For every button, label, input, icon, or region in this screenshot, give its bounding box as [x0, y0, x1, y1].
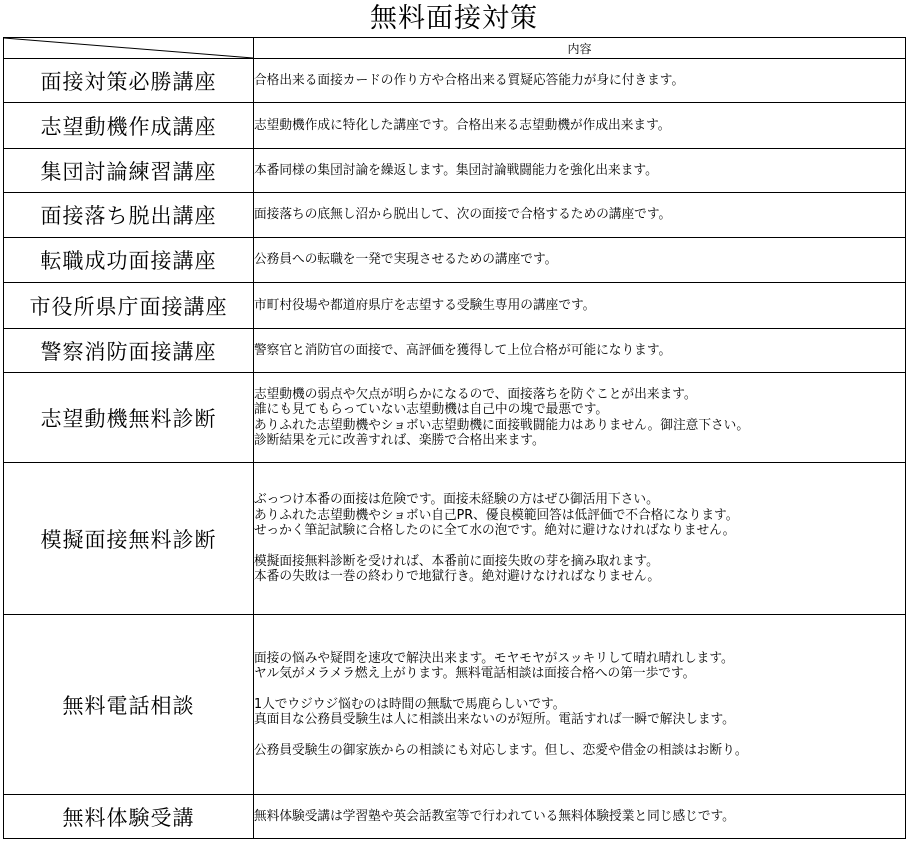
description-line: 1人でウジウジ悩むのは時間の無駄で馬鹿らしいです。: [254, 696, 566, 712]
course-name-text: 面接落ち脱出講座: [40, 204, 217, 228]
course-description: [254, 373, 906, 463]
blank-line: [254, 682, 905, 697]
course-description: [254, 59, 906, 103]
description-line: ヤル気がメラメラ燃え上がります。無料電話相談は面接合格への第一歩です。: [254, 666, 696, 682]
diagonal-line-icon: [4, 38, 253, 58]
table-row: [4, 795, 906, 839]
course-name: [4, 59, 254, 103]
description-line: ありふれた志望動機やショボい志望動機に面接戦闘能力はありません。御注意下さい。: [254, 417, 750, 433]
table-row: [4, 283, 906, 329]
course-description: [254, 193, 906, 238]
description-line: 真面目な公務員受験生は人に相談出来ないのが短所。電話すれば一瞬で解決します。: [254, 712, 735, 728]
course-description: [254, 329, 906, 373]
description-line: 志望動機作成に特化した講座です。合格出来る志望動機が作成出来ます。: [254, 117, 671, 133]
table-row: [4, 103, 906, 149]
course-name-text: 市役所県庁面接講座: [29, 294, 228, 319]
course-name: [4, 238, 254, 283]
course-name-text: 面接対策必勝講座: [40, 69, 217, 94]
blank-line: [254, 728, 905, 743]
course-name: [4, 193, 254, 238]
description-line: せっかく筆記試験に合格したのに全て水の泡です。絶対に避けなければなりません。: [254, 523, 736, 539]
course-name-text: 転職成功面接講座: [40, 249, 217, 273]
course-description: [254, 795, 906, 839]
description-line: 模擬面接無料診断を受ければ、本番前に面接失敗の芽を摘み取れます。: [254, 553, 659, 569]
course-name: [4, 373, 254, 463]
description-line: 面接の悩みや疑問を速攻で解決出来ます。モヤモヤがスッキリして晴れ晴れします。: [254, 650, 734, 666]
blank-line: [254, 539, 905, 554]
corner-diagonal-cell: [4, 38, 254, 59]
course-name: [4, 103, 254, 149]
course-name: [4, 795, 254, 839]
course-name-text: 無料体験受講: [62, 805, 195, 830]
table-row: [4, 329, 906, 373]
description-line: 本番の失敗は一巻の終わりで地獄行き。絶対避けなければなりません。: [254, 569, 661, 585]
table-row: [4, 463, 906, 615]
description-line: 誰にも見てもらっていない志望動機は自己中の塊で最悪です。: [254, 402, 609, 417]
course-name: [4, 329, 254, 373]
course-name-text: 集団討論練習講座: [40, 159, 217, 184]
description-line: 志望動機の弱点や欠点が明らかになるので、面接落ちを防ぐことが出来ます。: [254, 386, 697, 402]
course-name-text: 志望動機作成講座: [40, 114, 217, 139]
description-line: 本番同様の集団討論を繰返します。集団討論戦闘能力を強化出来ます。: [254, 162, 658, 178]
course-name-text: 警察消防面接講座: [40, 339, 217, 364]
course-name: [4, 463, 254, 615]
course-description: [254, 149, 906, 193]
description-line: 合格出来る面接カードの作り方や合格出来る質疑応答能力が身に付きます。: [254, 72, 685, 88]
table-row: [4, 373, 906, 463]
description-line: ありふれた志望動機やショボい自己PR、優良模範回答は低評価で不合格になります。: [254, 507, 739, 523]
course-name-text: 模擬面接無料診断: [40, 527, 217, 552]
content-column-header: 内容: [254, 38, 906, 59]
course-name-text: 無料電話相談: [62, 693, 195, 718]
description-line: ぶっつけ本番の面接は危険です。面接未経験の方はぜひ御活用下さい。: [254, 492, 659, 508]
page-title: 無料面接対策: [370, 3, 538, 34]
course-table: [3, 37, 906, 839]
course-name-text: 志望動機無料診断: [40, 406, 217, 431]
description-line: 公務員への転職を一発で実現させるための講座です。: [254, 252, 558, 268]
description-line: 市町村役場や都道府県庁を志望する受験生専用の講座です。: [254, 297, 596, 313]
course-description: [254, 238, 906, 283]
description-line: 公務員受験生の御家族からの相談にも対応します。但し、恋愛や借金の相談はお断り。: [254, 742, 748, 758]
table-header-row: [4, 38, 906, 59]
course-description: [254, 615, 906, 795]
table-row: [4, 59, 906, 103]
table-row: [4, 193, 906, 238]
description-line: 警察官と消防官の面接で、高評価を獲得して上位合格が可能になります。: [254, 342, 672, 358]
course-description: [254, 283, 906, 329]
table-row: [4, 238, 906, 283]
course-description: [254, 463, 906, 615]
course-description: [254, 103, 906, 149]
course-name: [4, 283, 254, 329]
description-line: 診断結果を元に改善すれば、楽勝で合格出来ます。: [254, 433, 545, 448]
course-name: [4, 149, 254, 193]
description-line: 面接落ちの底無し沼から脱出して、次の面接で合格するための講座です。: [254, 207, 672, 223]
table-row: [4, 615, 906, 795]
description-line: 無料体験受講は学習塾や英会話教室等で行われている無料体験授業と同じ感じです。: [254, 808, 735, 824]
table-row: [4, 149, 906, 193]
course-name: [4, 615, 254, 795]
